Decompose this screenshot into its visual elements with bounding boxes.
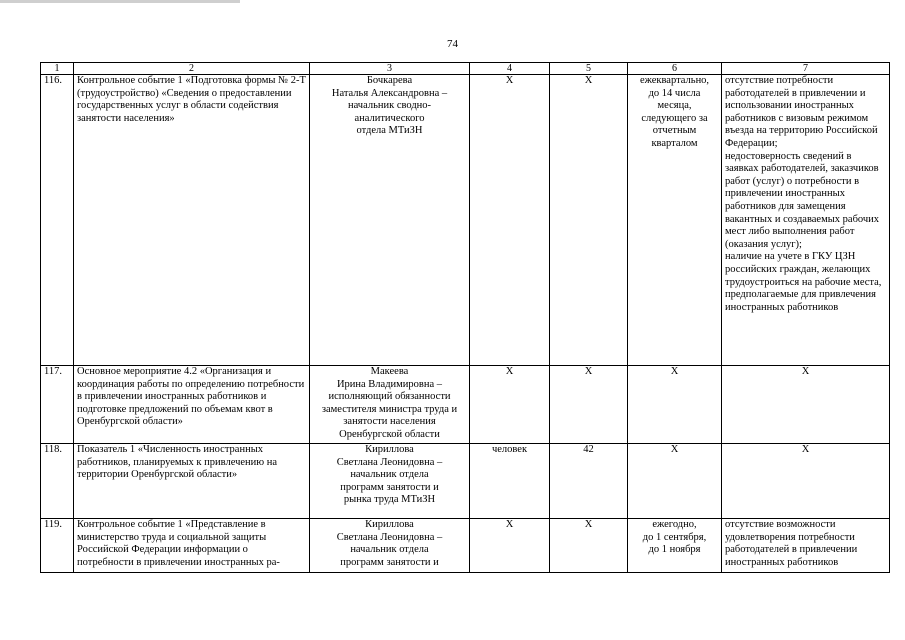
risk-cell: X: [722, 366, 890, 444]
table-row: [41, 366, 890, 444]
event-name: Показатель 1 «Численность иностранных работников, планируемых к привлечению на территории Оренбургской области»: [74, 444, 310, 519]
table-row: [41, 75, 890, 366]
row-number: 116.: [41, 75, 74, 366]
unit-cell: X: [470, 519, 550, 573]
deadline-cell: ежеквартально, до 14 числа месяца, следующего за отчетным кварталом: [628, 75, 722, 366]
column-header: 2: [74, 63, 310, 75]
event-name: Контрольное событие 1 «Представление в министерство труда и социальной защиты Российской Федерации информации о потребности в привлечении иностранных ра-: [74, 519, 310, 573]
responsible-person: Макеева Ирина Владимировна – исполняющий обязанности заместителя министра труда и занятости населения Оренбургской области: [310, 366, 470, 444]
deadline-cell: ежегодно, до 1 сентября, до 1 ноября: [628, 519, 722, 573]
column-header: 3: [310, 63, 470, 75]
row-number: 119.: [41, 519, 74, 573]
responsible-person: Бочкарева Наталья Александровна – начальник сводно- аналитического отдела МТиЗН: [310, 75, 470, 366]
column-header: 6: [628, 63, 722, 75]
event-name: Контрольное событие 1 «Подготовка формы № 2-Т (трудоустройство) «Сведения о предоставлении государственных услуг в области содействия занятости населения»: [74, 75, 310, 366]
top-rule: [0, 0, 240, 3]
risk-cell: отсутствие возможности удовлетворения потребности работодателей в привлечении иностранных работников: [722, 519, 890, 573]
column-header: 5: [550, 63, 628, 75]
unit-cell: X: [470, 366, 550, 444]
event-name: Основное мероприятие 4.2 «Организация и координация работы по определению потребности в привлечении иностранных работников и подготовке предложений по объемам квот в Оренбургской области»: [74, 366, 310, 444]
risk-cell: X: [722, 444, 890, 519]
unit-cell: X: [470, 75, 550, 366]
responsible-person: Кириллова Светлана Леонидовна – начальник отдела программ занятости и рынка труда МТиЗН: [310, 444, 470, 519]
risk-cell: отсутствие потребности работодателей в привлечении и использовании иностранных работников с визовым режимом въезда на территорию Российской Федерации; недостоверность сведений в заявках работодателей, заказчиков работ (услуг) о потребности в привлечении иностранных работников для замещения вакантных и создаваемых рабочих мест либо выполнения работ (оказания услуг); наличие на учете в ГКУ ЦЗН российских граждан, желающих трудоустроиться на рабочие места, предполагаемые для привлечения иностранных работников: [722, 75, 890, 366]
deadline-cell: X: [628, 444, 722, 519]
value-cell: X: [550, 519, 628, 573]
responsible-person: Кириллова Светлана Леонидовна – начальник отдела программ занятости и: [310, 519, 470, 573]
table-row: [41, 444, 890, 519]
table-row: [41, 519, 890, 573]
plan-table: [40, 62, 890, 573]
value-cell: X: [550, 366, 628, 444]
column-header: 4: [470, 63, 550, 75]
page-number: 74: [447, 38, 458, 50]
value-cell: 42: [550, 444, 628, 519]
column-header: 1: [41, 63, 74, 75]
column-header: 7: [722, 63, 890, 75]
row-number: 117.: [41, 366, 74, 444]
unit-cell: человек: [470, 444, 550, 519]
deadline-cell: X: [628, 366, 722, 444]
row-number: 118.: [41, 444, 74, 519]
value-cell: X: [550, 75, 628, 366]
column-number-row: [41, 63, 890, 75]
